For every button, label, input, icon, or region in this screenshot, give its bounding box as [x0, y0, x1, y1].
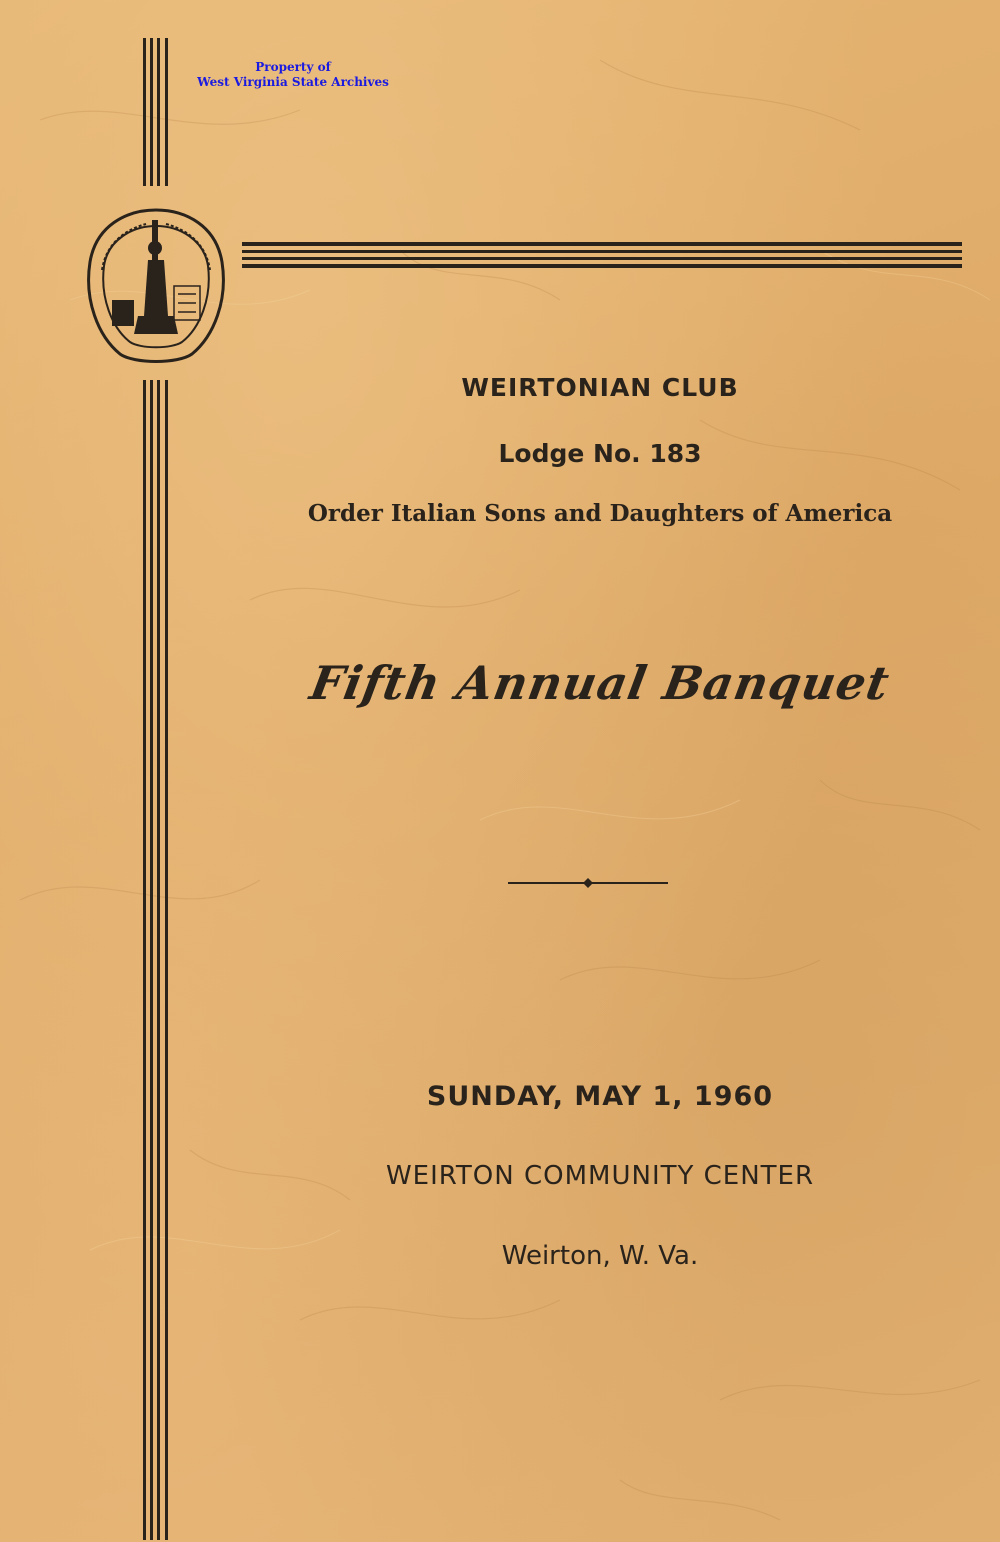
divider-ornament-icon [508, 876, 668, 890]
club-name: WEIRTONIAN CLUB [461, 373, 739, 402]
archive-stamp-line2: West Virginia State Archives [197, 75, 389, 89]
horizontal-rule-1 [242, 242, 962, 246]
archive-stamp-line1: Property of [255, 60, 331, 74]
lodge-number: Lodge No. 183 [498, 439, 702, 468]
event-date: SUNDAY, MAY 1, 1960 [426, 1081, 774, 1112]
order-sons-daughters-seal-icon [82, 204, 230, 372]
vertical-rule-bottom [143, 380, 170, 1540]
event-venue: WEIRTON COMMUNITY CENTER [385, 1161, 815, 1191]
order-name: Order Italian Sons and Daughters of America [307, 500, 893, 527]
horizontal-rule-2 [242, 250, 962, 253]
horizontal-rule-4 [242, 264, 962, 268]
archive-stamp [196, 60, 390, 90]
horizontal-rule-3 [242, 257, 962, 260]
vertical-rule-top [143, 38, 170, 186]
banquet-title: Fifth Annual Banquet [306, 656, 894, 710]
event-city: Weirton, W. Va. [501, 1241, 699, 1271]
